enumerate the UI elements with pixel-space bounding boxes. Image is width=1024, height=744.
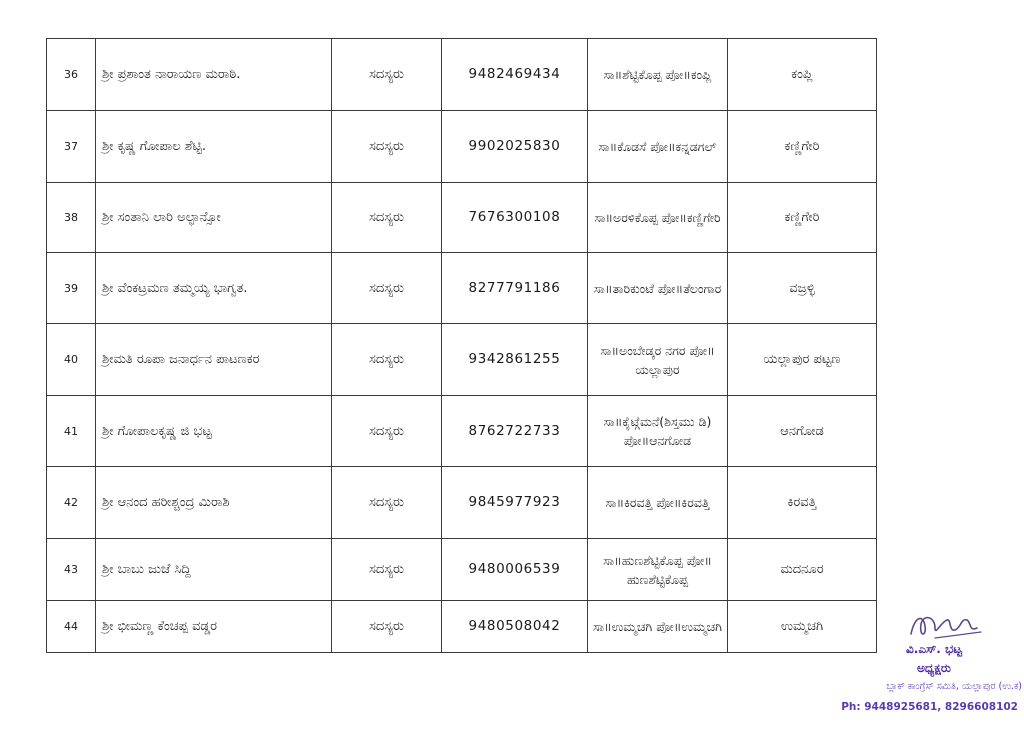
address: ಸಾ॥ಕೊಡಸೆ ಪೋ॥ಕನ್ನಡಗಲ್ bbox=[588, 111, 728, 183]
serial-number: 44 bbox=[47, 601, 96, 653]
place: ಮದನೂರ bbox=[728, 539, 877, 601]
member-role: ಸದಸ್ಯರು bbox=[332, 39, 442, 111]
address: ಸಾ॥ಅರಳಿಕೊಪ್ಪ ಪೋ॥ಕಣ್ಣಿಗೇರಿ bbox=[588, 183, 728, 253]
place: ಉಮ್ಮಚಗಿ bbox=[728, 601, 877, 653]
address: ಸಾ॥ಕೈಟ್ಗೆಮನೆ(ಶಿಸ್ತಮು ಡಿ) ಪೋ॥ಆನಗೋಡ bbox=[588, 396, 728, 467]
member-role: ಸದಸ್ಯರು bbox=[332, 601, 442, 653]
member-name: ಶ್ರೀ ಬಾಬು ಜುಜೆ ಸಿದ್ದಿ bbox=[96, 539, 332, 601]
phone-number: 9902025830 bbox=[442, 111, 588, 183]
place: ಆನಗೋಡ bbox=[728, 396, 877, 467]
phone-number: 9482469434 bbox=[442, 39, 588, 111]
signatory-name: ವಿ.ಎಸ್. ಭಟ್ಟ bbox=[906, 642, 962, 656]
member-role: ಸದಸ್ಯರು bbox=[332, 111, 442, 183]
member-name: ಶ್ರೀ ಕೃಷ್ಣ ಗೋಪಾಲ ಶೆಟ್ಟಿ. bbox=[96, 111, 332, 183]
member-name: ಶ್ರೀ ಭೀಮಣ್ಣ ಕೆಂಚಪ್ಪ ವಡ್ಡರ bbox=[96, 601, 332, 653]
phone-number: 9480508042 bbox=[442, 601, 588, 653]
address: ಸಾ॥ಶೆಟ್ಟಿಕೊಪ್ಪ ಪೋ॥ಕಂಪ್ಲಿ bbox=[588, 39, 728, 111]
phone-number: 9480006539 bbox=[442, 539, 588, 601]
address: ಸಾ॥ಹುಣಶೆಟ್ಟಿಕೊಪ್ಪ ಪೋ॥ಹುಣಶೆಟ್ಟಿಕೊಪ್ಪ bbox=[588, 539, 728, 601]
serial-number: 43 bbox=[47, 539, 96, 601]
member-role: ಸದಸ್ಯರು bbox=[332, 396, 442, 467]
serial-number: 39 bbox=[47, 253, 96, 324]
table-row bbox=[47, 183, 877, 253]
serial-number: 37 bbox=[47, 111, 96, 183]
member-role: ಸದಸ್ಯರು bbox=[332, 183, 442, 253]
serial-number: 36 bbox=[47, 39, 96, 111]
place: ಕಿರವತ್ತಿ bbox=[728, 467, 877, 539]
place: ಕಣ್ಣಿಗೇರಿ bbox=[728, 111, 877, 183]
address: ಸಾ॥ತಾರಿಕುಂಟೆ ಪೋ॥ತೆಲಂಗಾರ bbox=[588, 253, 728, 324]
signatory-phone: Ph: 9448925681, 8296608102 bbox=[841, 701, 1018, 713]
members-table bbox=[46, 38, 877, 653]
signatory-organization: ಬ್ಲಾಕ್ ಕಾಂಗ್ರೆಸ್ ಸಮಿತಿ, ಯಲ್ಲಾಪುರ (ಉ.ಕ) bbox=[886, 681, 1022, 692]
signature-scribble-icon bbox=[905, 608, 985, 642]
member-name: ಶ್ರೀ ಪ್ರಶಾಂತ ನಾರಾಯಣ ಮರಾಠಿ. bbox=[96, 39, 332, 111]
phone-number: 9342861255 bbox=[442, 324, 588, 396]
member-name: ಶ್ರೀಮತಿ ರೂಪಾ ಜನಾರ್ಧನ ಪಾಟಣಕರ bbox=[96, 324, 332, 396]
address: ಸಾ॥ಕಿರವತ್ತಿ ಪೋ॥ಕಿರವತ್ತಿ bbox=[588, 467, 728, 539]
place: ವಜ್ರಳ್ಳಿ bbox=[728, 253, 877, 324]
member-role: ಸದಸ್ಯರು bbox=[332, 539, 442, 601]
phone-number: 7676300108 bbox=[442, 183, 588, 253]
place: ಕಣ್ಣಿಗೇರಿ bbox=[728, 183, 877, 253]
member-name: ಶ್ರೀ ವೆಂಕಟ್ರಮಣ ತಮ್ಮಯ್ಯ ಭಾಗ್ವತ. bbox=[96, 253, 332, 324]
phone-number: 8762722733 bbox=[442, 396, 588, 467]
member-role: ಸದಸ್ಯರು bbox=[332, 467, 442, 539]
table-row bbox=[47, 253, 877, 324]
serial-number: 40 bbox=[47, 324, 96, 396]
table-row bbox=[47, 601, 877, 653]
table-row bbox=[47, 396, 877, 467]
table-row bbox=[47, 111, 877, 183]
member-name: ಶ್ರೀ ಆನಂದ ಹರೀಶ್ಚಂದ್ರ ಮಿರಾಶಿ bbox=[96, 467, 332, 539]
place: ಕಂಪ್ಲಿ bbox=[728, 39, 877, 111]
place: ಯಲ್ಲಾಪುರ ಪಟ್ಟಣ bbox=[728, 324, 877, 396]
address: ಸಾ॥ಉಮ್ಮಚಗಿ ಪೋ॥ಉಮ್ಮಚಗಿ bbox=[588, 601, 728, 653]
member-name: ಶ್ರೀ ಗೋಪಾಲಕೃಷ್ಣ ಜಿ ಭಟ್ಟ bbox=[96, 396, 332, 467]
table-row bbox=[47, 324, 877, 396]
table-row bbox=[47, 39, 877, 111]
phone-number: 8277791186 bbox=[442, 253, 588, 324]
signature-stamp bbox=[800, 606, 1022, 738]
table-row bbox=[47, 539, 877, 601]
member-role: ಸದಸ್ಯರು bbox=[332, 253, 442, 324]
signatory-title: ಅಧ್ಯಕ್ಷರು bbox=[917, 661, 951, 675]
member-name: ಶ್ರೀ ಸಂತಾನಿ ಲಾರಿ ಅಲ್ಫಾನ್ಸೋ bbox=[96, 183, 332, 253]
serial-number: 42 bbox=[47, 467, 96, 539]
serial-number: 38 bbox=[47, 183, 96, 253]
member-role: ಸದಸ್ಯರು bbox=[332, 324, 442, 396]
address: ಸಾ॥ಅಂಬೇಡ್ಕರ ನಗರ ಪೋ॥ಯಲ್ಲಾಪುರ bbox=[588, 324, 728, 396]
table-row bbox=[47, 467, 877, 539]
serial-number: 41 bbox=[47, 396, 96, 467]
phone-number: 9845977923 bbox=[442, 467, 588, 539]
